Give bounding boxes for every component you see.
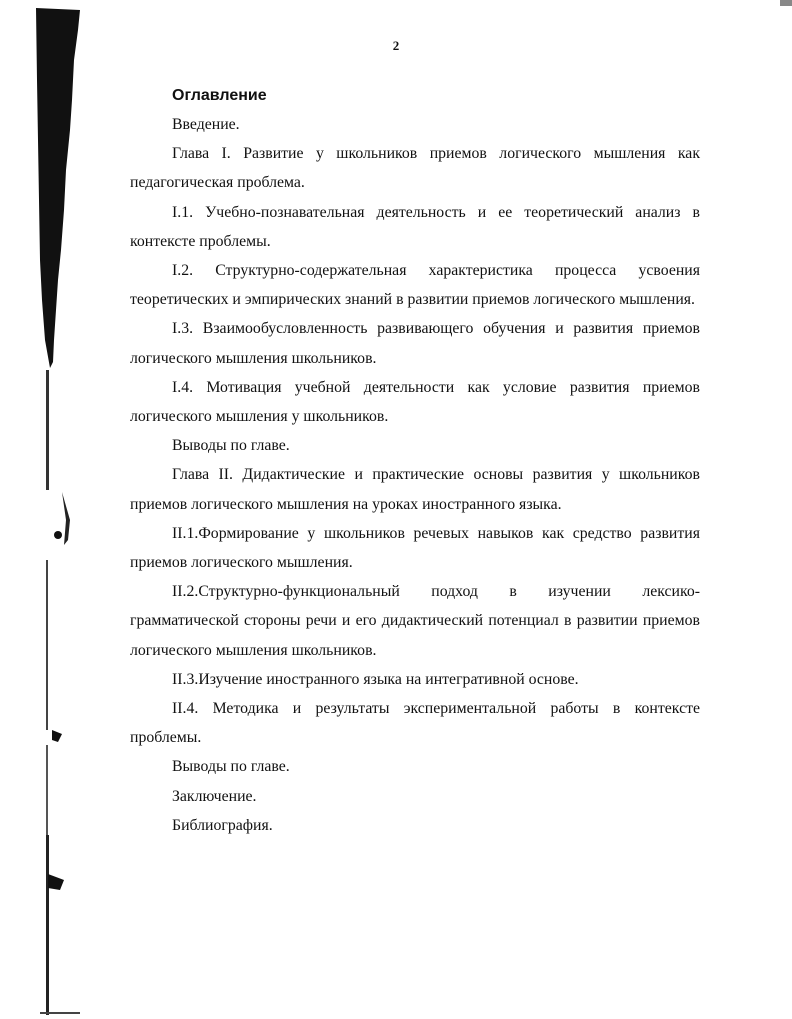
toc-entry-section-2-3: II.3.Изучение иностранного языка на интегративной основе.: [172, 670, 579, 688]
toc-entry-section-2-1: II.1.Формирование у школьников речевых навыков как средство развития приемов логического мышления.: [130, 524, 700, 572]
toc-entry-conclusion: Заключение.: [172, 787, 257, 805]
toc-entry-chapter-1: Глава I. Развитие у школьников приемов логического мышления как педагогическая проблема.: [130, 145, 700, 192]
table-of-contents: [130, 84, 700, 840]
toc-entry-section-1-4: I.4. Мотивация учебной деятельности как условие развития приемов логического мышления у школьников.: [130, 378, 700, 426]
toc-entry-bibliography: Библиография.: [172, 816, 273, 834]
toc-entry-chapter-1-conclusions: Выводы по главе.: [172, 437, 290, 455]
toc-entry-chapter-2: Глава II. Дидактические и практические основы развития у школьников приемов логического мышления на уроках иностранного языка.: [130, 466, 700, 513]
toc-entry-introduction: Введение.: [172, 116, 240, 133]
toc-entry-section-2-2: II.2.Структурно-функциональный подход в изучении лексико- грамматической стороны речи и его дидактический потенциал в развитии приемов логического мышления школьников.: [130, 583, 700, 659]
toc-entry-chapter-2-conclusions: Выводы по главе.: [172, 758, 290, 776]
toc-entry-section-2-4: II.4. Методика и результаты экспериментальной работы в контексте проблемы.: [130, 700, 700, 747]
toc-title: Оглавление: [172, 87, 267, 104]
toc-entry-section-1-1: I.1. Учебно-познавательная деятельность и ее теоретический анализ в контексте проблемы.: [130, 203, 700, 250]
toc-entry-section-1-2: I.2. Структурно-содержательная характеристика процесса усвоения теоретических и эмпирических знаний в развитии приемов логического мышления.: [130, 262, 700, 309]
page-number: 2: [392, 38, 400, 53]
toc-entry-section-1-3: I.3. Взаимообусловленность развивающего обучения и развития приемов логического мышления школьников.: [130, 320, 700, 367]
